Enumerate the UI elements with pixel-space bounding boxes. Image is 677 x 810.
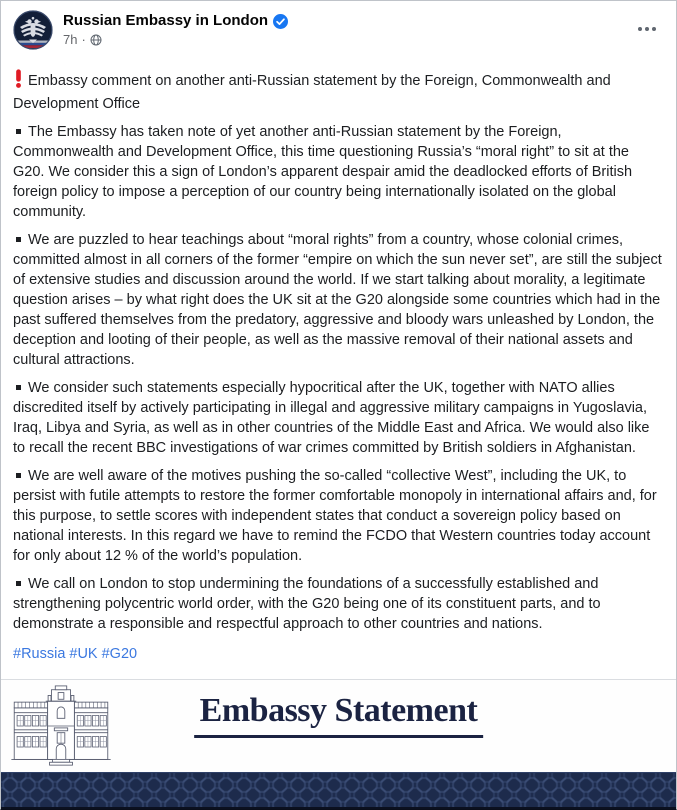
paragraph-text: We are puzzled to hear teachings about “moral rights” from a country, whose colonial crimes, committed almost in all corners of the former “empire on which the sun never set”, are still the subject of extensive studies and discussion around the world. If we start talking about morality, a legitimate question arises – by what right does the UK sit at the G20 alongside some countries which had in the past suffered themselves from the predatory, aggressive and bloody wars unleashed by London, the deception and looting of their people, as well as the massive removal of their national assets and cultural attractions. <box>13 232 662 368</box>
page-name[interactable]: Russian Embassy in London <box>63 12 269 29</box>
post-meta <box>63 32 288 48</box>
hashtags-row <box>13 644 664 664</box>
paragraph-text: We call on London to stop undermining the foundations of a successfully established and strengthening polycentric world order, with the G20 being one of its constituent parts, and to demonstrate a responsible and respectful approach to other countries and nations. <box>13 576 601 632</box>
double-headed-eagle-icon <box>13 10 53 50</box>
embassy-building-icon <box>9 684 113 768</box>
paragraph-text: We consider such statements especially hypocritical after the UK, together with NATO allies discredited itself by actively participating in illegal and aggressive military campaigns in Yugoslavia, Iraq, Libya and Syria, as well as in other countries of the Middle East and Africa. We would also like to recall the recent BBC investigations of war crimes committed by British soldiers in Afghanistan. <box>13 380 650 456</box>
timestamp[interactable]: 7h <box>63 32 78 47</box>
public-globe-icon <box>90 34 102 46</box>
statement-artwork <box>1 680 676 772</box>
meta-separator: · <box>81 32 86 47</box>
statement-title: Embassy Statement <box>194 692 484 738</box>
square-bullet-icon <box>16 581 21 586</box>
hashtag-g20[interactable]: #G20 <box>101 646 138 662</box>
post-image-attachment[interactable] <box>1 679 676 809</box>
square-bullet-icon <box>16 473 21 478</box>
post-header <box>1 1 676 57</box>
more-options-button[interactable] <box>634 21 660 37</box>
post-paragraph <box>13 378 664 458</box>
intro-text: Embassy comment on another anti-Russian statement by the Foreign, Commonwealth and Development Office <box>13 73 611 112</box>
post-paragraph <box>13 122 664 222</box>
paragraph-text: We are well aware of the motives pushing the so-called “collective West”, including the UK, to persist with futile attempts to restore the former comfortable monopoly in international affairs and, for this purpose, to settle scores with independent states that conduct a sovereign policy based on national interests. In this regard we have to remind the FCDO that Western countries today account for only about 12 % of the world’s population. <box>13 468 657 564</box>
ellipsis-dot <box>645 27 649 31</box>
post-paragraph <box>13 230 664 370</box>
post-paragraph <box>13 574 664 634</box>
square-bullet-icon <box>16 129 21 134</box>
ellipsis-dot <box>652 27 656 31</box>
page-avatar[interactable] <box>13 10 53 50</box>
post-intro-paragraph <box>13 69 664 114</box>
paragraph-text: The Embassy has taken note of yet another anti-Russian statement by the Foreign, Commonwealth and Development Office, this time questioning Russia’s “moral right” to sit at the G20. We consider this a sign of London’s apparent despair amid the deadlocked efforts of British foreign policy to impose a perception of our country being internationally isolated on the global community. <box>13 124 633 220</box>
post-paragraph <box>13 466 664 566</box>
header-text <box>63 10 288 48</box>
ellipsis-dot <box>638 27 642 31</box>
post-text-body <box>1 57 676 679</box>
hashtag-russia[interactable]: #Russia <box>13 646 66 662</box>
verified-badge-icon <box>273 14 288 29</box>
honeycomb-bar <box>1 772 676 810</box>
square-bullet-icon <box>16 385 21 390</box>
red-exclamation-icon <box>14 69 23 94</box>
hashtag-uk[interactable]: #UK <box>69 646 98 662</box>
square-bullet-icon <box>16 237 21 242</box>
